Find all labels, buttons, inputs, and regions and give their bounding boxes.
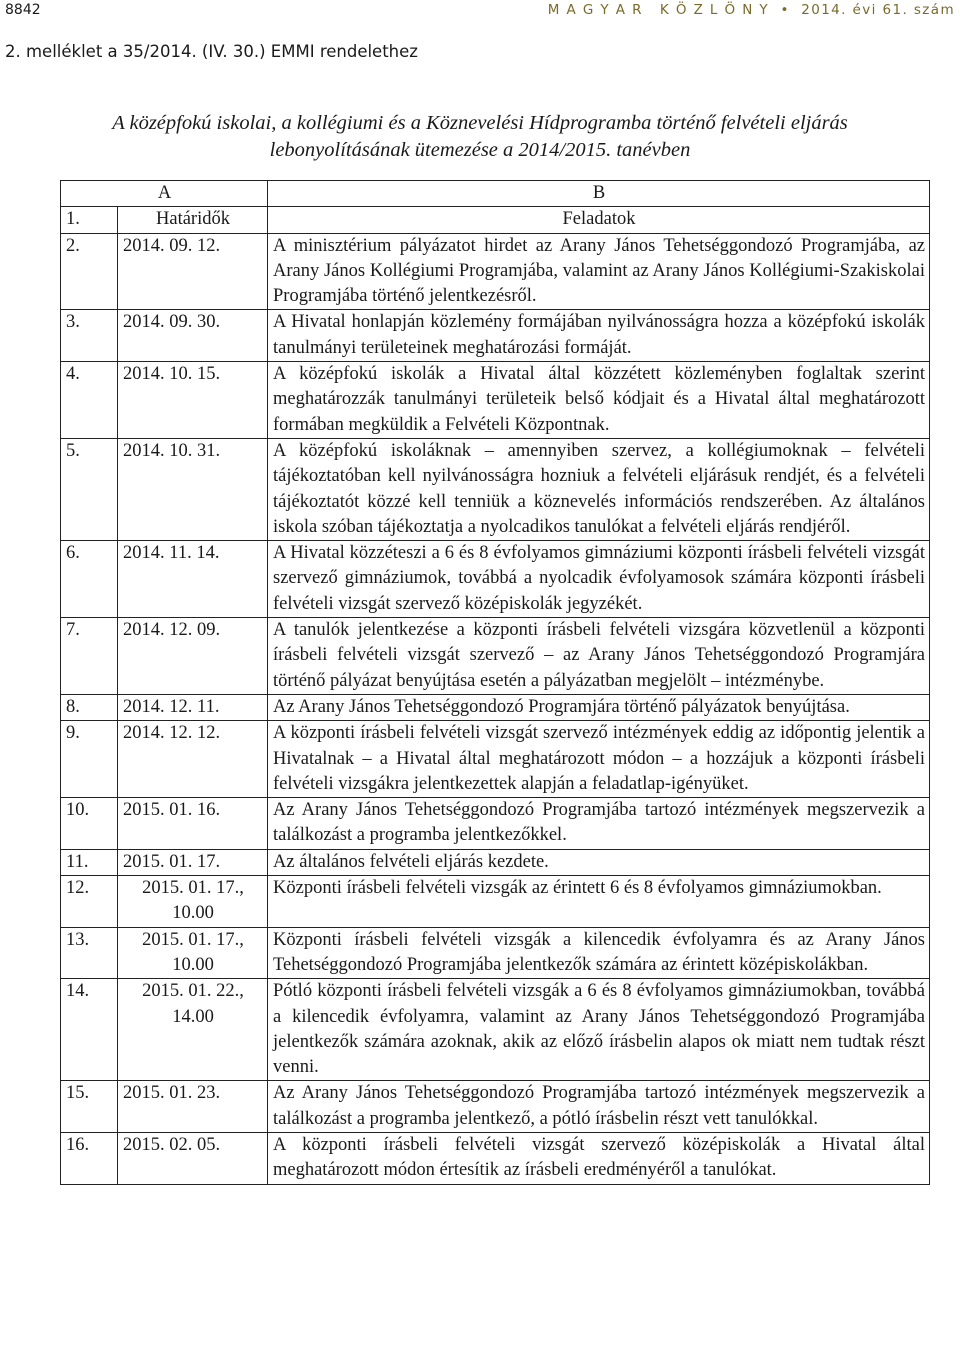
- annex-reference: 2. melléklet a 35/2014. (IV. 30.) EMMI rendelethez: [5, 42, 418, 61]
- deadline-date: 2015. 02. 05.: [118, 1132, 268, 1184]
- task-description: A minisztérium pályázatot hirdet az Arany János Tehetséggondozó Programjába, az Arany János Kollégiumi Programjába, valamint az Arany János Kollégiumi-Szakiskolai Programjába történő jelentkezésről.: [268, 233, 930, 310]
- row-number: 12.: [61, 876, 118, 928]
- table-row: [61, 1132, 930, 1184]
- row-number: 13.: [61, 927, 118, 979]
- table-row: [61, 541, 930, 618]
- row-number: 6.: [61, 541, 118, 618]
- deadline-date: 2014. 10. 15.: [118, 362, 268, 439]
- table-row: [61, 618, 930, 695]
- deadline-date: 2015. 01. 22., 14.00: [118, 979, 268, 1081]
- deadline-date: 2015. 01. 17., 10.00: [118, 927, 268, 979]
- table-row: [61, 233, 930, 310]
- task-description: A középfokú iskolák a Hivatal által közzétett közleményben foglaltak szerint meghatározzák tanulmányi területeik belső kódjait és a Hivatal által meghatározott formában megküldik a Felvételi Központnak.: [268, 362, 930, 439]
- row-number: 9.: [61, 721, 118, 798]
- journal-title: M A G Y A R K Ö Z L Ö N Y • 2014. évi 61. szám: [547, 2, 955, 18]
- task-description: A Hivatal közzéteszi a 6 és 8 évfolyamos gimnáziumi központi írásbeli felvételi vizsgát szervező gimnáziumok, továbbá a nyolcadik évfolyamosok számára központi írásbeli felvételi vizsgát szervező középiskolák jegyzékét.: [268, 541, 930, 618]
- table-row: [61, 849, 930, 875]
- row-number: 16.: [61, 1132, 118, 1184]
- deadline-date: 2014. 09. 12.: [118, 233, 268, 310]
- deadline-date: 2015. 01. 17.: [118, 849, 268, 875]
- page-header: [5, 0, 955, 22]
- table-row: [61, 694, 930, 720]
- table-header-row: [61, 207, 930, 233]
- row-number: 11.: [61, 849, 118, 875]
- task-description: Az Arany János Tehetséggondozó Programjára történő pályázatok benyújtása.: [268, 694, 930, 720]
- document-title: [20, 110, 940, 164]
- task-description: Központi írásbeli felvételi vizsgák az érintett 6 és 8 évfolyamos gimnáziumokban.: [268, 876, 930, 928]
- deadline-date: 2015. 01. 17., 10.00: [118, 876, 268, 928]
- table-row: [61, 927, 930, 979]
- deadline-date: 2014. 12. 11.: [118, 694, 268, 720]
- title-line-1: A középfokú iskolai, a kollégiumi és a Köznevelési Hídprogramba történő felvételi eljárás: [112, 112, 848, 134]
- table-row: [61, 438, 930, 540]
- column-a-header: A: [61, 181, 268, 207]
- table-row: [61, 876, 930, 928]
- table-row: [61, 798, 930, 850]
- deadline-date: 2014. 12. 09.: [118, 618, 268, 695]
- deadline-date: 2014. 12. 12.: [118, 721, 268, 798]
- task-description: Az Arany János Tehetséggondozó Programjába tartozó intézmények megszervezik a találkozást a programba jelentkező, a pótló írásbelin részt vett tanulókkal.: [268, 1081, 930, 1133]
- task-description: Pótló központi írásbeli felvételi vizsgák a 6 és 8 évfolyamos gimnáziumokban, továbbá a kilencedik évfolyamra, valamint az Arany János Tehetséggondozó Programjába jelentkezők számára azoknak, akik az előző írásbelin alapos ok miatt nem tudtak részt venni.: [268, 979, 930, 1081]
- task-description: Központi írásbeli felvételi vizsgák a kilencedik évfolyamra és az Arany János Tehetséggondozó Programjába jelentkezők számára az érintett középiskolákban.: [268, 927, 930, 979]
- row-number: 2.: [61, 233, 118, 310]
- task-description: A középfokú iskoláknak – amennyiben szervez, a kollégiumoknak – felvételi tájékoztatóban kell nyilvánosságra hozniuk a felvételi eljárásuk rendjét, és a felvételi tájékoztatót közzé kell tenniük a köznevelés információs rendszerében. Az általános iskola szóban tájékoztatja a nyolcadikos tanulókat a felvételi eljárás rendjéről.: [268, 438, 930, 540]
- row-number: 15.: [61, 1081, 118, 1133]
- table-row: [61, 721, 930, 798]
- row-number: 5.: [61, 438, 118, 540]
- deadline-date: 2014. 10. 31.: [118, 438, 268, 540]
- deadline-date: 2015. 01. 23.: [118, 1081, 268, 1133]
- title-line-2: lebonyolításának ütemezése a 2014/2015. tanévben: [269, 139, 691, 161]
- row-number: 4.: [61, 362, 118, 439]
- tasks-header: Feladatok: [268, 207, 930, 233]
- task-description: Az Arany János Tehetséggondozó Programjába tartozó intézmények megszervezik a találkozást a programba jelentkezőkkel.: [268, 798, 930, 850]
- row-number: 8.: [61, 694, 118, 720]
- schedule-table: [60, 180, 930, 1185]
- deadline-date: 2014. 09. 30.: [118, 310, 268, 362]
- table-row: [61, 310, 930, 362]
- deadlines-header: Határidők: [118, 207, 268, 233]
- table-row: [61, 362, 930, 439]
- row-number: 1.: [61, 207, 118, 233]
- deadline-date: 2014. 11. 14.: [118, 541, 268, 618]
- row-number: 14.: [61, 979, 118, 1081]
- row-number: 3.: [61, 310, 118, 362]
- column-letter-row: [61, 181, 930, 207]
- row-number: 10.: [61, 798, 118, 850]
- task-description: A központi írásbeli felvételi vizsgát szervező intézmények eddig az időpontig jelentik a Hivatalnak – a Hivatal által meghatározott módon – a hozzájuk a központi írásbeli felvételi vizsgákra jelentkezettek alapján a feladatlap-igényüket.: [268, 721, 930, 798]
- task-description: A Hivatal honlapján közlemény formájában nyilvánosságra hozza a középfokú iskolák tanulmányi területeinek meghatározási formáját.: [268, 310, 930, 362]
- page-number: 8842: [5, 2, 41, 18]
- row-number: 7.: [61, 618, 118, 695]
- table-row: [61, 1081, 930, 1133]
- task-description: A tanulók jelentkezése a központi írásbeli felvételi vizsgára közvetlenül a központi írásbeli felvételi vizsgát szervező – az Arany János Tehetséggondozó Programjára történő pályázat benyújtása esetén a pályázatban megjelölt – intézménybe.: [268, 618, 930, 695]
- task-description: Az általános felvételi eljárás kezdete.: [268, 849, 930, 875]
- task-description: A központi írásbeli felvételi vizsgát szervező középiskolák a Hivatal által meghatározott módon értesítik az írásbeli eredményéről a tanulókat.: [268, 1132, 930, 1184]
- column-b-header: B: [268, 181, 930, 207]
- table-row: [61, 979, 930, 1081]
- deadline-date: 2015. 01. 16.: [118, 798, 268, 850]
